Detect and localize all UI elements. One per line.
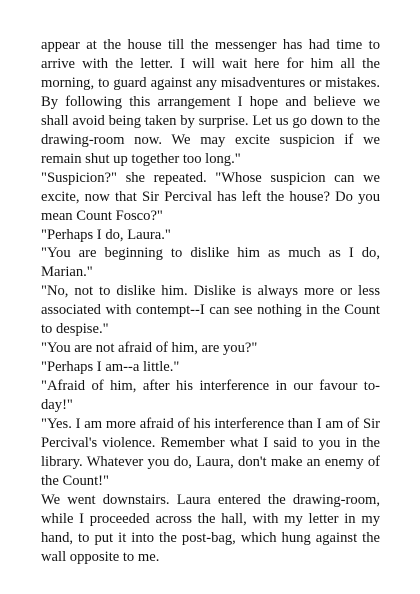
paragraph-4: "You are beginning to dislike him as much as I do, Marian." <box>41 245 380 281</box>
page-text <box>41 36 380 567</box>
paragraph-7: "Perhaps I am--a little." <box>41 359 180 376</box>
paragraph-5: "No, not to dislike him. Dislike is always more or less associated with contempt--I can see nothing in the Count to despise." <box>41 283 380 338</box>
paragraph-1: appear at the house till the messenger has had time to arrive with the letter. I will wait here for him all the morning, to guard against any misadventures or mistakes. By following this arrangement I hope and believe we shall avoid being taken by surprise. Let us go down to the drawing-room now. We may excite suspicion if we remain shut up together too long." <box>41 37 380 167</box>
paragraph-10: We went downstairs. Laura entered the drawing-room, while I proceeded across the hall, with my letter in my hand, to put it into the post-bag, which hung against the wall opposite to me. <box>41 491 380 565</box>
paragraph-8: "Afraid of him, after his interference in our favour to-day!" <box>41 378 380 414</box>
paragraph-6: "You are not afraid of him, are you?" <box>41 340 258 357</box>
paragraph-2: "Suspicion?" she repeated. "Whose suspicion can we excite, now that Sir Percival has left the house? Do you mean Count Fosco?" <box>41 169 380 224</box>
paragraph-9: "Yes. I am more afraid of his interference than I am of Sir Percival's violence. Remember what I said to you in the library. Whatever you do, Laura, don't make an enemy of the Count!" <box>41 416 380 489</box>
paragraph-3: "Perhaps I do, Laura." <box>41 226 171 243</box>
